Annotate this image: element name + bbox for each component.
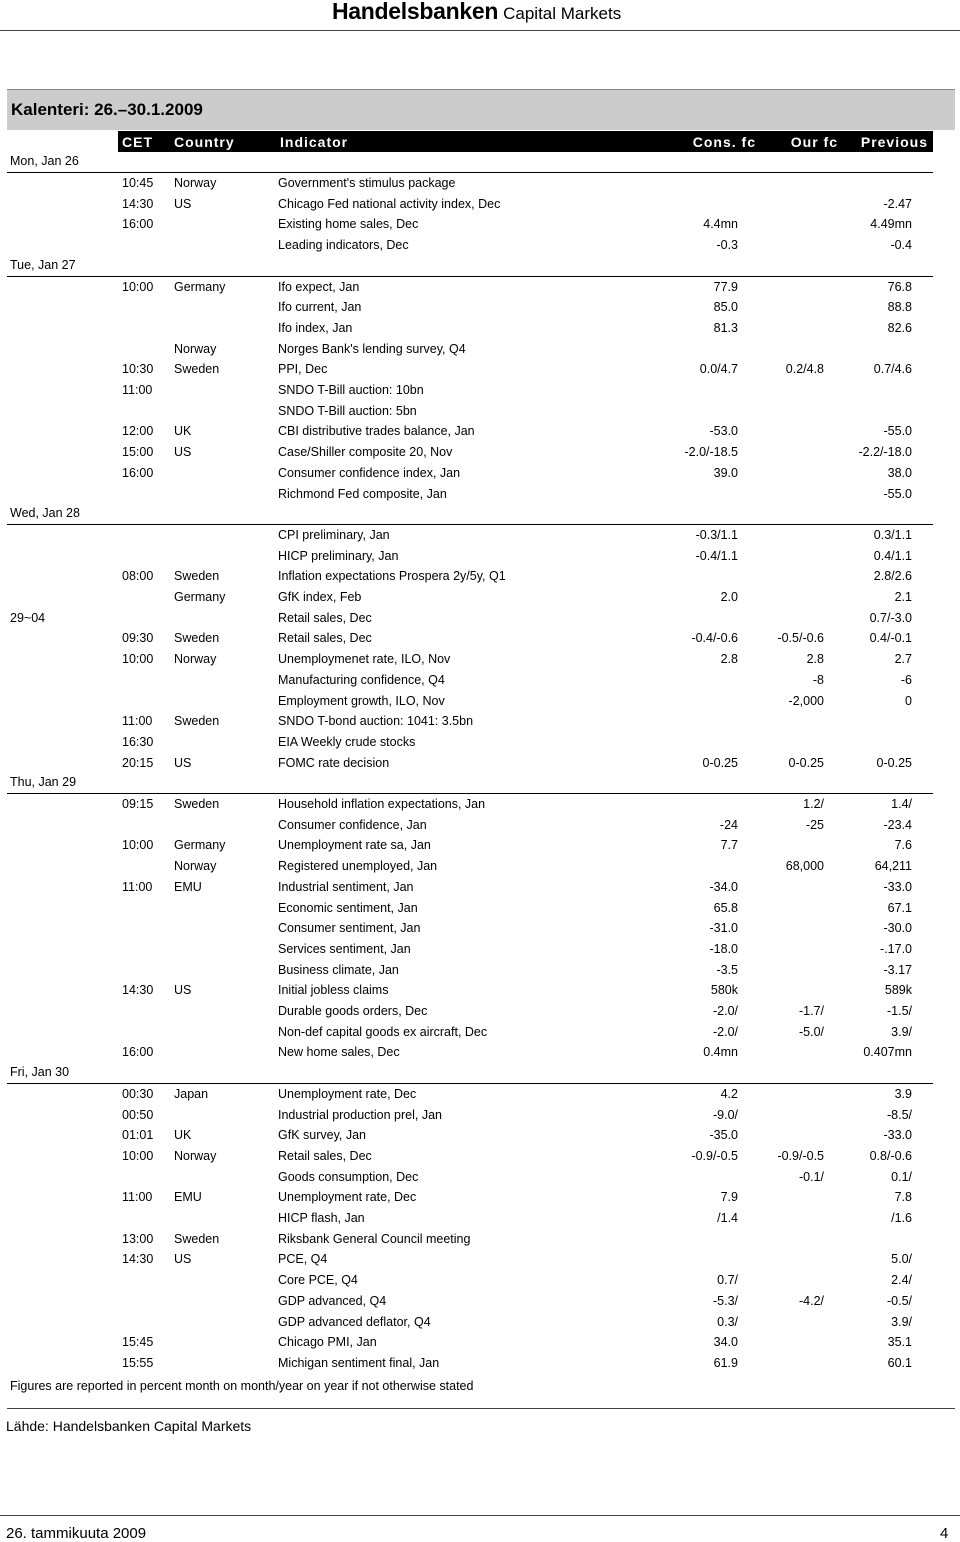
cell-previous: 64,211 [874,859,912,874]
cell-indicator: Unemployment rate, Dec [278,1190,417,1205]
cell-previous: /1.6 [891,1211,912,1225]
cell-previous: 0.3/1.1 [873,527,912,542]
header-cons-fc: Cons. fc [692,134,756,150]
cell-previous: 3.9/ [891,1314,912,1329]
cell-cons-fc: -35.0 [709,1128,738,1143]
cell-previous: 3.9 [894,1086,912,1101]
cell-country: EMU [174,1190,202,1205]
cell-time: 10:00 [122,1148,154,1163]
cell-time: 15:45 [122,1335,154,1350]
cell-country: Sweden [174,631,220,646]
cell-cons-fc: 7.9 [720,1190,738,1205]
cell-indicator: Consumer confidence index, Jan [278,465,461,480]
page-number: 4 [940,1525,949,1542]
cell-indicator: Ifo current, Jan [278,300,362,315]
footer-date: 26. tammikuuta 2009 [6,1525,147,1542]
cell-cons-fc: -34.0 [709,879,738,894]
header-our-fc: Our fc [790,134,838,150]
cell-indicator: Employment growth, ILO, Nov [278,693,445,708]
cell-country: US [174,755,192,770]
cell-indicator: Retail sales, Dec [278,1148,372,1163]
cell-indicator: Retail sales, Dec [278,610,372,625]
cell-indicator: Household inflation expectations, Jan [278,797,486,811]
company-logo [332,0,621,26]
cell-cons-fc: 0.7/ [717,1273,738,1288]
cell-cons-fc: 0.0/4.7 [699,362,738,377]
header-cet: CET [122,134,153,150]
cell-our-fc: -2,000 [788,693,824,708]
cell-indicator: Industrial sentiment, Jan [278,879,414,894]
cell-cons-fc: 0.4mn [703,1045,738,1060]
cell-previous: 2.4/ [891,1273,912,1288]
cell-our-fc: -25 [805,817,824,832]
cell-previous: 7.8 [894,1190,912,1205]
cell-country: Sweden [174,714,220,729]
cell-previous: 0.4/1.1 [873,548,912,563]
cell-country: Norway [174,1148,217,1163]
cell-indicator: SNDO T-Bill auction: 10bn [278,383,424,397]
cell-cons-fc: -31.0 [709,921,738,936]
cell-previous: 0.4/-0.1 [869,631,912,646]
cell-cons-fc: 61.9 [713,1355,738,1370]
cell-country: Sweden [174,362,220,377]
cell-cons-fc: 81.3 [713,320,738,335]
cell-indicator: Norges Bank's lending survey, Q4 [278,341,466,356]
source-note: Lähde: Handelsbanken Capital Markets [6,1418,252,1434]
cell-indicator: Michigan sentiment final, Jan [278,1355,440,1370]
cell-indicator: Economic sentiment, Jan [278,900,418,915]
cell-indicator: Consumer sentiment, Jan [278,921,421,936]
header-rule [0,30,960,31]
cell-indicator: Industrial production prel, Jan [278,1107,442,1122]
cell-previous: 0-0.25 [876,755,912,770]
cell-our-fc: 1.2/ [803,797,824,811]
cell-indicator: EIA Weekly crude stocks [278,734,416,749]
cell-cons-fc: -3.5 [716,962,738,977]
cell-country: Norway [174,859,217,874]
cell-previous: -0.4 [890,238,912,253]
cell-previous: -23.4 [883,817,912,832]
cell-cons-fc: /1.4 [717,1211,738,1225]
cell-time: 10:30 [122,362,154,377]
cell-country: Norway [174,341,217,356]
cell-our-fc: 2.8 [806,652,824,667]
cell-cons-fc: 4.2 [720,1086,738,1101]
cell-country: US [174,196,192,211]
cell-previous: -8.5/ [886,1107,912,1122]
cell-indicator: HICP flash, Jan [278,1211,365,1225]
cell-previous: 589k [884,983,912,998]
cell-country: UK [174,1128,192,1143]
cell-indicator: GfK survey, Jan [278,1128,366,1143]
cell-time: 10:45 [122,176,154,190]
cell-indicator: Registered unemployed, Jan [278,859,438,874]
cell-our-fc: -0.5/-0.6 [777,631,824,646]
cell-cons-fc: 7.7 [720,838,738,853]
cell-cons-fc: 0.3/ [717,1314,738,1329]
cell-country: EMU [174,879,202,894]
cell-time: 16:00 [122,217,154,232]
cell-indicator: GDP advanced deflator, Q4 [278,1314,431,1329]
header-country: Country [174,134,235,150]
cell-cons-fc: -5.3/ [712,1293,738,1308]
cell-our-fc: 68,000 [785,859,824,874]
cell-time: 09:30 [122,631,154,646]
day-label: Thu, Jan 29 [10,775,77,789]
cell-time: 00:50 [122,1107,154,1122]
footer-rule [0,1515,960,1516]
page-title: Kalenteri: 26.–30.1.2009 [11,100,203,119]
cell-time: 12:00 [122,424,154,439]
cell-cons-fc: 2.0 [720,590,738,604]
day-separator [7,793,933,794]
cell-indicator: PPI, Dec [278,362,328,377]
cell-cons-fc: -2.0/ [712,1024,738,1039]
cell-time: 08:00 [122,569,154,584]
cell-cons-fc: 39.0 [713,465,738,480]
cell-indicator: HICP preliminary, Jan [278,548,399,563]
cell-indicator: CBI distributive trades balance, Jan [278,424,475,439]
footnote: Figures are reported in percent month on month/year on year if not otherwise stated [10,1379,474,1393]
cell-previous: 76.8 [887,279,912,294]
cell-country: Sweden [174,1231,220,1246]
cell-indicator: Unemploymenet rate, ILO, Nov [278,652,451,667]
cell-our-fc: -0.1/ [798,1169,824,1184]
cell-our-fc: 0.2/4.8 [785,362,824,377]
cell-indicator: Services sentiment, Jan [278,941,411,956]
title-bar [7,89,955,130]
cell-previous: 82.6 [887,320,912,335]
cell-time: 11:00 [122,879,153,894]
cell-indicator: Non-def capital goods ex aircraft, Dec [278,1024,488,1039]
cell-indicator: Chicago Fed national activity index, Dec [278,196,501,211]
cell-previous: 3.9/ [891,1024,912,1039]
header-indicator: Indicator [280,134,349,150]
cell-indicator: Riksbank General Council meeting [278,1231,471,1246]
cell-country: Sweden [174,569,220,584]
cell-country: Sweden [174,797,220,811]
cell-cons-fc: -0.4/-0.6 [691,631,738,646]
cell-indicator: GDP advanced, Q4 [278,1293,387,1308]
cell-cons-fc: -0.4/1.1 [695,548,738,563]
cell-indicator: Retail sales, Dec [278,631,372,646]
cell-cons-fc: 85.0 [713,300,738,315]
cell-time: 10:00 [122,652,154,667]
cell-country: Germany [174,590,226,604]
cell-cons-fc: -53.0 [709,424,738,439]
cell-our-fc: 0-0.25 [788,755,824,770]
cell-time: 11:00 [122,714,153,729]
cell-time: 11:00 [122,383,153,397]
cell-cons-fc: 0-0.25 [702,755,738,770]
cell-previous: -2.2/-18.0 [858,445,912,460]
cell-previous: 4.49mn [870,217,912,232]
cell-indicator: PCE, Q4 [278,1252,328,1267]
cell-country: US [174,445,192,460]
cell-previous: -55.0 [883,424,912,439]
cell-time: 15:55 [122,1355,154,1370]
cell-cons-fc: -9.0/ [712,1107,738,1122]
table-bottom-rule [7,1408,955,1409]
cell-time: 00:30 [122,1086,154,1101]
cell-time: 10:00 [122,279,154,294]
cell-cons-fc: 2.8 [720,652,738,667]
cell-cons-fc: -2.0/ [712,1004,738,1018]
cell-cons-fc: 77.9 [713,279,738,294]
cell-country: US [174,983,192,998]
day-separator [7,1083,933,1084]
cell-time: 14:30 [122,1252,154,1267]
cell-indicator: Government's stimulus package [278,176,456,190]
cell-our-fc: -8 [812,672,824,687]
cell-indicator: New home sales, Dec [278,1045,400,1060]
cell-cons-fc: -18.0 [709,941,738,956]
cell-previous: -2.47 [883,196,912,211]
cell-our-fc: -0.9/-0.5 [777,1148,824,1163]
cell-indicator: SNDO T-Bill auction: 5bn [278,403,417,418]
cell-cons-fc: -0.3/1.1 [695,527,738,542]
cell-previous: 2.1 [894,590,912,604]
cell-previous: -55.0 [883,486,912,501]
cell-time: 10:00 [122,838,154,853]
cell-previous: -33.0 [883,879,912,894]
cell-time: 16:00 [122,1045,154,1060]
cell-indicator: CPI preliminary, Jan [278,527,390,542]
cell-indicator: Richmond Fed composite, Jan [278,486,447,501]
cell-previous: 0.1/ [891,1169,912,1184]
cell-indicator: FOMC rate decision [278,755,390,770]
cell-previous: -30.0 [883,921,912,936]
cell-country: Norway [174,652,217,667]
cell-cons-fc: 65.8 [713,900,738,915]
cell-previous: 2.7 [894,652,912,667]
cell-previous: 60.1 [887,1355,912,1370]
cell-our-fc: -5.0/ [798,1024,824,1039]
cell-previous: -6 [900,672,912,687]
cell-time: 01:01 [122,1128,154,1143]
cell-previous: -.17.0 [880,941,912,956]
cell-previous: 88.8 [887,300,912,315]
cell-time: 13:00 [122,1231,154,1246]
day-separator [7,524,933,525]
cell-previous: 0.7/-3.0 [869,610,912,625]
header-previous: Previous [860,134,928,150]
cell-previous: 67.1 [887,900,912,915]
cell-previous: 0 [905,693,912,708]
cell-indicator: Existing home sales, Dec [278,217,419,232]
cell-country: Germany [174,279,226,294]
cell-cons-fc: 34.0 [713,1335,738,1350]
cell-previous: -1.5/ [886,1004,912,1018]
cell-time: 20:15 [122,755,154,770]
cell-indicator: Business climate, Jan [278,962,399,977]
logo-brand: Handelsbanken [332,0,499,24]
cell-time: 09:15 [122,797,154,811]
cell-country: Japan [174,1086,209,1101]
cell-previous: 38.0 [887,465,912,480]
day-label: Wed, Jan 28 [10,505,80,520]
cell-previous: 2.8/2.6 [873,569,912,584]
cell-indicator: Consumer confidence, Jan [278,817,427,832]
cell-indicator: Unemployment rate sa, Jan [278,838,431,853]
cell-previous: 35.1 [887,1335,912,1350]
day-label: Fri, Jan 30 [10,1064,70,1079]
day-label: Mon, Jan 26 [10,154,79,168]
day-separator [7,172,933,173]
cell-cons-fc: -2.0/-18.5 [684,445,738,460]
cell-our-fc: -1.7/ [798,1004,824,1018]
cell-previous: 0.7/4.6 [873,362,912,377]
cell-previous: 0.407mn [863,1045,912,1060]
cell-country: Germany [174,838,226,853]
cell-cons-fc: 580k [710,983,738,998]
logo-subtitle: Capital Markets [503,4,622,23]
cell-indicator: SNDO T-bond auction: 1041: 3.5bn [278,714,474,729]
cell-previous: -3.17 [883,962,912,977]
cell-time: 14:30 [122,196,154,211]
cell-indicator: Core PCE, Q4 [278,1273,358,1288]
cell-indicator: Ifo expect, Jan [278,279,360,294]
cell-indicator: Initial jobless claims [278,983,389,998]
cell-previous: 1.4/ [891,797,912,811]
cell-time: 16:00 [122,465,154,480]
cell-indicator: Case/Shiller composite 20, Nov [278,445,453,460]
cell-previous: -0.5/ [886,1293,912,1308]
cell-country: Norway [174,176,217,190]
cell-cons-fc: -24 [719,817,738,832]
cell-indicator: Manufacturing confidence, Q4 [278,672,445,687]
cell-time: 14:30 [122,983,154,998]
cell-indicator: GfK index, Feb [278,590,362,604]
cell-indicator: Leading indicators, Dec [278,238,409,253]
side-note: 29~04 [10,610,46,625]
cell-time: 16:30 [122,734,154,749]
cell-cons-fc: -0.9/-0.5 [691,1148,738,1163]
cell-indicator: Inflation expectations Prospera 2y/5y, Q1 [278,569,506,584]
cell-cons-fc: -0.3 [716,238,738,253]
day-separator [7,276,933,277]
cell-indicator: Durable goods orders, Dec [278,1004,428,1018]
cell-indicator: Ifo index, Jan [278,320,353,335]
cell-previous: 7.6 [894,838,912,853]
cell-cons-fc: 4.4mn [703,217,738,232]
day-label: Tue, Jan 27 [10,257,76,272]
cell-indicator: Chicago PMI, Jan [278,1335,377,1350]
cell-our-fc: -4.2/ [798,1293,824,1308]
cell-country: US [174,1252,192,1267]
cell-country: UK [174,424,192,439]
cell-previous: -33.0 [883,1128,912,1143]
cell-indicator: Unemployment rate, Dec [278,1086,417,1101]
cell-time: 15:00 [122,445,154,460]
cell-time: 11:00 [122,1190,153,1205]
cell-indicator: Goods consumption, Dec [278,1169,419,1184]
cell-previous: 0.8/-0.6 [869,1148,912,1163]
cell-previous: 5.0/ [891,1252,912,1267]
